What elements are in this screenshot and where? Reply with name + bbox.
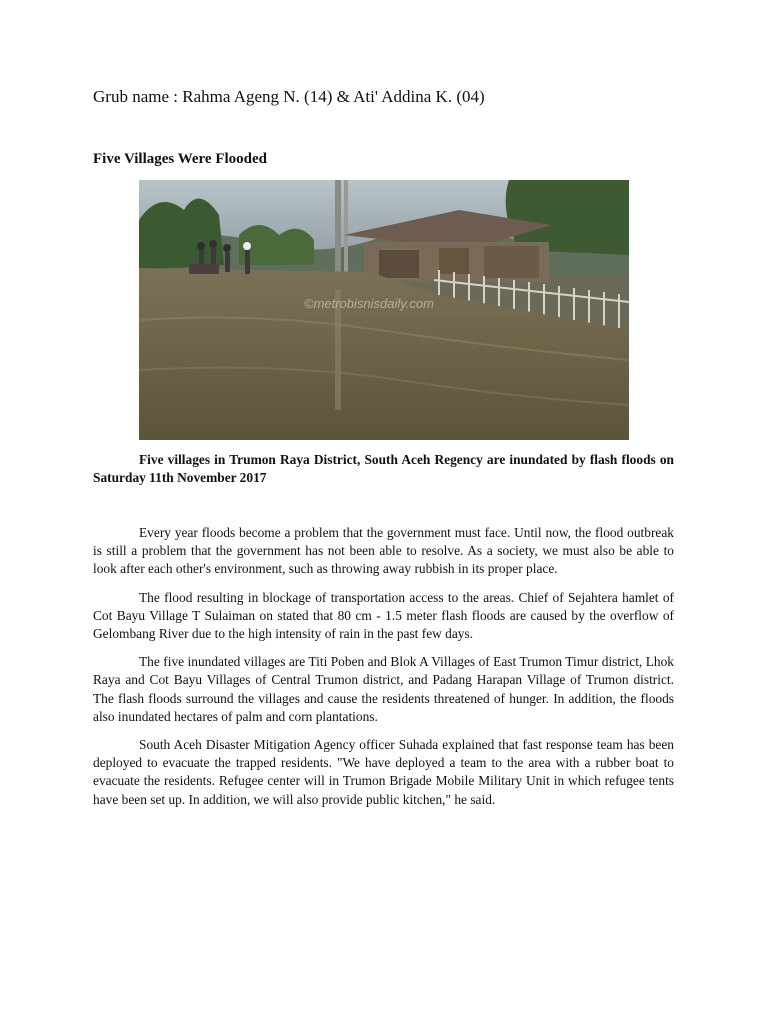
photo-watermark: ©metrobisnisdaily.com	[304, 296, 434, 311]
flood-photo	[139, 180, 629, 440]
body-paragraph: Every year floods become a problem that the government must face. Until now, the flood outbreak is still a problem that the government has not been able to resolve. As a society, we must also be able to look after each other's environment, such as throwing away rubbish in its proper place.	[93, 525, 674, 577]
photo-caption: Five villages in Trumon Raya District, South Aceh Regency are inundated by flash floods on Saturday 11th November 2017	[93, 452, 674, 485]
group-name-line: Grub name : Rahma Ageng N. (14) & Ati' Addina K. (04)	[93, 87, 485, 106]
body-paragraph: The flood resulting in blockage of transportation access to the areas. Chief of Sejahtera hamlet of Cot Bayu Village T Sulaiman on stated that 80 cm - 1.5 meter flash floods are caused by the overflow of Gelombang River due to the high intensity of rain in the past few days.	[93, 589, 674, 642]
article-body	[93, 524, 674, 819]
body-paragraph: South Aceh Disaster Mitigation Agency officer Suhada explained that fast response team has been deployed to evacuate the trapped residents. "We have deployed a team to the area with a rubber boat to evacuate the residents. Refugee center will in Trumon Brigade Mobile Military Unit in which refugee tents have been set up. In addition, we will also provide public kitchen," he said.	[93, 737, 674, 807]
flood-photo-illustration	[139, 180, 629, 440]
body-paragraph: The five inundated villages are Titi Poben and Blok A Villages of East Trumon Timur district, Lhok Raya and Cot Bayu Villages of Central Trumon district, and Padang Harapan Village of Trumon district. The flash floods surround the villages and cause the residents threatened of hunger. In addition, the floods also inundated hectares of palm and corn plantations.	[93, 654, 674, 724]
article-title: Five Villages Were Flooded	[93, 151, 268, 167]
